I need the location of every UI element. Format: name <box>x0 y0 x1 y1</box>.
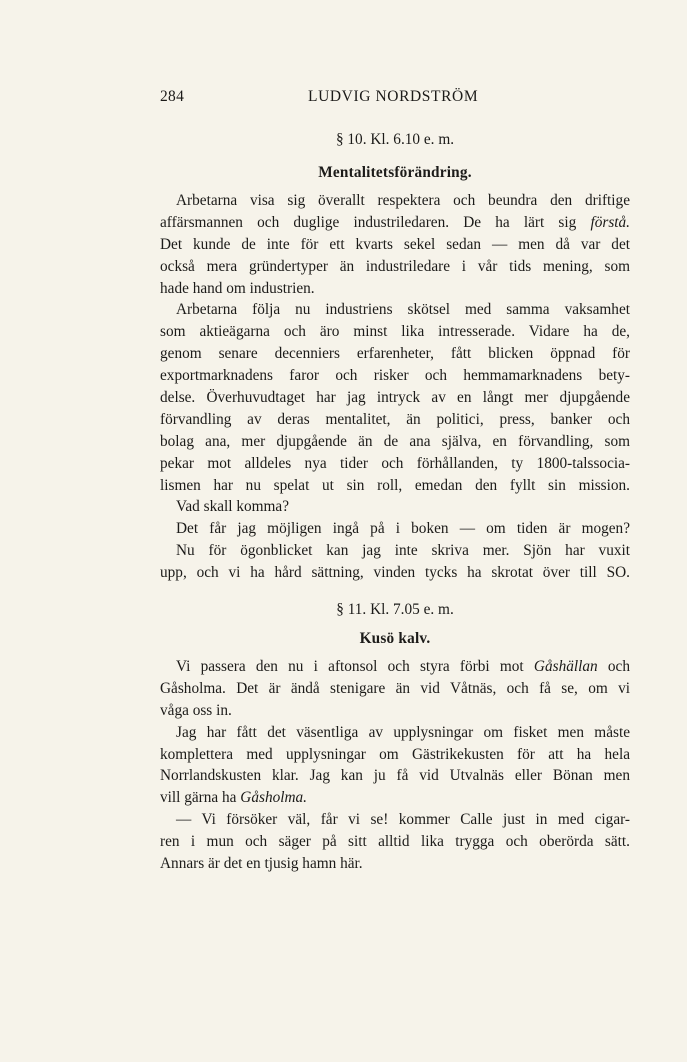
text-line: delse. Överhuvudtaget har jag intryck av en långt mer djupgående <box>160 389 630 407</box>
text-line: vill gärna ha Gåsholma. <box>160 789 308 807</box>
text-line: Det kunde de inte för ett kvarts sekel sedan — men då var det <box>160 235 630 253</box>
text-line: Vad skall komma? <box>176 498 290 516</box>
section-11-body <box>160 656 630 875</box>
section-11-heading: Kusö kalv. <box>359 630 431 647</box>
text-line: pekar mot alldeles nya tider och förhållanden, ty 1800-talssocia- <box>160 454 630 472</box>
text-line: Jag har fått det väsentliga av upplysningar om fisket men måste <box>176 723 630 741</box>
text-line: våga oss in. <box>160 701 232 719</box>
text-line: komplettera med upplysningar om Gästrikekusten för att ha hela <box>160 745 630 763</box>
text-line: Gåsholma. Det är ändå stenigare än vid Våtnäs, och få se, om vi <box>160 679 630 697</box>
running-head: LUDVIG NORDSTRÖM <box>308 88 479 105</box>
text-line: förvandling av deras mentalitet, än politici, press, banker och <box>160 410 630 428</box>
text-line: bolag ana, mer djupgående än de ana själva, en förvandling, som <box>160 432 630 450</box>
text-line: Nu för ögonblicket kan jag inte skriva mer. Sjön har vuxit <box>176 542 630 560</box>
text-line: — Vi försöker väl, får vi se! kommer Calle just in med cigar- <box>176 811 630 829</box>
italic-word: Gåsholma. <box>240 789 308 807</box>
text-line: Annars är det en tjusig hamn här. <box>160 855 363 873</box>
text-line: ren i mun och säger på sitt alltid lika trygga och oberörda sätt. <box>160 833 630 851</box>
text-line: Norrlandskusten klar. Jag kan ju få vid Utvalnäs eller Bönan men <box>160 767 630 785</box>
page-header <box>160 88 630 110</box>
italic-word: förstå. <box>590 213 630 231</box>
text-line: Arbetarna visa sig överallt respektera och beundra den driftige <box>176 192 630 209</box>
page-number: 284 <box>160 88 185 105</box>
section-10-body <box>160 190 630 584</box>
text-line: hade hand om industrien. <box>160 279 315 297</box>
text-line: lismen har nu spelat ut sin roll, emedan den fyllt sin mission. <box>160 476 630 494</box>
text-line: Det får jag möjligen ingå på i boken — om tiden är mogen? <box>176 520 630 538</box>
text-line: genom senare decenniers erfarenheter, fått blicken öppnad för <box>160 345 630 363</box>
text-line: som aktieägarna och äro minst lika intresserade. Vidare ha de, <box>160 323 630 341</box>
section-11-marker: § 11. Kl. 7.05 e. m. <box>336 601 454 618</box>
italic-word: Gåshällan <box>533 658 598 675</box>
text-line: affärsmannen och duglige industriledaren. De ha lärt sig förstå. <box>160 213 630 231</box>
text-line: också mera gründertyper än industriledare i vår tids mening, som <box>160 257 630 275</box>
section-10-heading: Mentalitetsförändring. <box>318 164 472 181</box>
section-10-marker: § 10. Kl. 6.10 e. m. <box>335 131 455 148</box>
text-line: upp, och vi ha hård sättning, vinden tycks ha skrotat över till SO. <box>160 564 630 582</box>
text-line: Vi passera den nu i aftonsol och styra förbi mot Gåshällan och <box>176 658 630 675</box>
text-line: exportmarknadens faror och risker och hemmamarknadens bety- <box>160 367 630 385</box>
text-line: Arbetarna följa nu industriens skötsel med samma vaksamhet <box>176 301 630 319</box>
